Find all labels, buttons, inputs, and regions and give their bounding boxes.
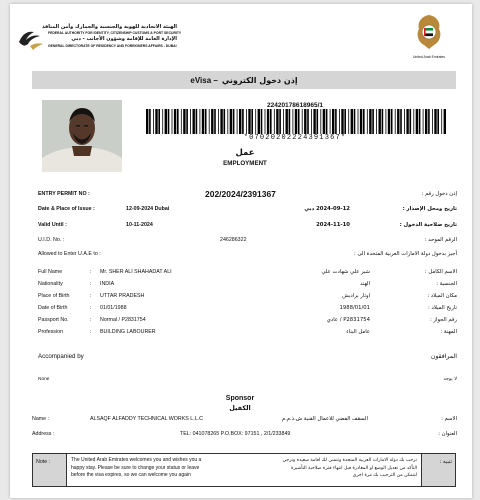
birth-date-value: 01/01/1988 — [100, 305, 127, 311]
birth-date-colon: : — [90, 305, 92, 311]
profession-colon: : — [90, 329, 92, 335]
note-text-ar-line: ترحب بك دولة الامارات العربية المتحدة وتتمنى لك اقامة سعيدة ونرجي — [282, 458, 417, 463]
note-label: Note : — [33, 454, 67, 486]
note-label-ar: تنبيه : — [421, 454, 455, 486]
sponsor-address-value: TEL: 041078265 P.O.BOX: 97151 , 2/1/233849 — [180, 431, 291, 437]
sponsor-heading-ar: الكفيل — [229, 404, 251, 412]
entry-permit-label: ENTRY PERMIT NO : — [38, 191, 90, 197]
note-box — [32, 453, 456, 487]
note-text-ar-line: لنتمكن من الترحيب بك مرة اخرى — [352, 473, 417, 478]
allowed-label-ar: أجيز بدخول دولة الامارات العربية المتحدة الى : — [354, 251, 457, 257]
profession-value-ar: عامل البناء — [346, 329, 370, 335]
barcode-icon — [144, 109, 448, 134]
passport-label: Passport No. — [38, 317, 69, 323]
accompanied-value-ar: لا يوجد — [443, 377, 457, 382]
passport-colon: : — [90, 317, 92, 323]
profession-value: BUILDING LABOURER — [100, 329, 156, 335]
authority-name-ar-1: الهيئة الاتحادية للهوية والجنسية والجمارك وأمن المنافذ — [42, 24, 177, 30]
profession-heading-ar: عمل — [235, 148, 255, 158]
sponsor-heading-en: Sponsor — [225, 395, 255, 402]
uid-label: U.I.D. No. : — [38, 237, 65, 243]
uae-emblem-icon — [414, 12, 444, 56]
accompanied-label: Accompanied by — [38, 353, 84, 360]
profession-label: Profession — [38, 329, 64, 335]
full-name-label: Full Name — [38, 269, 63, 275]
note-text-line: The United Arab Emirates welcomes you and wishes you a — [71, 457, 202, 463]
sponsor-address-label: Address : — [32, 431, 55, 437]
uid-value: 246286322 — [220, 237, 247, 243]
entry-permit-value: 202/2024/2391367 — [205, 189, 276, 199]
evisa-document — [10, 4, 472, 498]
title-ar: إذن دخول الكتروني — [221, 75, 298, 85]
note-text-ar — [237, 454, 421, 486]
full-name-label-ar: الاسم الكامل : — [424, 269, 457, 275]
birth-date-label: Date of Birth — [38, 305, 68, 311]
valid-until-label-ar: تاريخ صلاحية الدخول : — [399, 222, 457, 228]
barcode-top-number: 22420178618965/1 — [266, 102, 324, 109]
sponsor-name-value-ar: السقف الفضي للاعمال الفنية ش.ذ.م.م — [281, 416, 368, 422]
date-place-label: Date & Place of Issue : — [38, 206, 95, 212]
full-name-value-ar: شير علي شهادت علي — [321, 269, 370, 275]
emblem-caption: United Arab Emirates — [412, 55, 446, 59]
valid-until-value: 10-11-2024 — [126, 222, 153, 228]
profession-heading-en: EMPLOYMENT — [223, 160, 267, 167]
note-text-line: before the visa expires, so we can welcome you again — [71, 472, 191, 478]
sponsor-address-label-ar: العنوان : — [438, 431, 457, 437]
note-text-line: happy stay. Please be sure to change your status or leave — [71, 464, 200, 471]
accompanied-label-ar: المرافقون — [430, 353, 457, 360]
authority-name-en-1: FEDERAL AUTHORITY FOR IDENTITY, CITIZENSHIP CUSTOMS & PORT SECURITY — [48, 31, 182, 35]
passport-value: Normal / P2831754 — [100, 317, 146, 323]
passport-value-ar: P2831754 / عادي — [326, 317, 370, 323]
accompanied-value: None — [38, 377, 50, 382]
birth-place-label: Place of Birth — [38, 293, 70, 299]
birth-date-label-ar: تاريخ الميلاد : — [428, 305, 457, 311]
date-place-value-ar: 2024-09-12 دبي — [304, 206, 350, 212]
title-en: eVisa – — [190, 75, 218, 85]
barcode-bottom-number: *07020202224391367* — [243, 134, 347, 142]
birth-place-colon: : — [90, 293, 92, 299]
nationality-colon: : — [90, 281, 92, 287]
note-text — [67, 454, 237, 486]
uid-label-ar: الرقم الموحد : — [424, 237, 457, 243]
birth-place-value-ar: اوتار براديش — [342, 293, 370, 299]
full-name-value: Mr. SHER ALI SHAHADAT ALI — [100, 269, 172, 275]
holder-photo — [42, 100, 122, 172]
valid-until-label: Valid Until : — [38, 222, 67, 228]
sponsor-name-value: ALSAQF ALFADDY TECHNICAL WORKS L.L.C — [90, 416, 203, 422]
nationality-value: INDIA — [100, 281, 115, 287]
passport-label-ar: رقم الجواز : — [429, 317, 457, 323]
authority-name-en-2: GENERAL DIRECTORATE OF RESIDENCY AND FOREIGNERS AFFAIRS - DUBAI — [48, 44, 177, 48]
entry-permit-label-ar: إذن دخول رقم : — [421, 191, 457, 197]
nationality-label-ar: الجنسية : — [436, 281, 457, 287]
date-place-label-ar: تاريخ ومحل الإصدار : — [402, 206, 457, 212]
sponsor-name-label: Name : — [32, 416, 50, 422]
date-place-value: 12-09-2024 Dubai — [126, 206, 170, 212]
birth-date-value-ar: 1988/01/01 — [339, 305, 370, 311]
birth-place-label-ar: مكان الميلاد : — [427, 293, 457, 299]
note-text-ar-line: التأكد من تعديل الوضع او المغادرة قبل انتهاء فترة صلاحية التأشيرة — [291, 465, 417, 471]
sponsor-name-label-ar: الاسم : — [441, 416, 457, 422]
authority-name-ar-2: الإدارة العامة للإقامة وشؤون الأجانب - دبي — [71, 36, 177, 42]
valid-until-value-ar: 2024-11-10 — [316, 222, 350, 228]
allowed-label: Allowed to Enter U.A.E to : — [38, 251, 101, 257]
nationality-value-ar: الهند — [360, 281, 370, 287]
birth-place-value: UTTAR PRADESH — [100, 293, 145, 299]
nationality-label: Nationality — [38, 281, 63, 287]
profession-label-ar: المهنة : — [440, 329, 457, 335]
full-name-colon: : — [90, 269, 92, 275]
